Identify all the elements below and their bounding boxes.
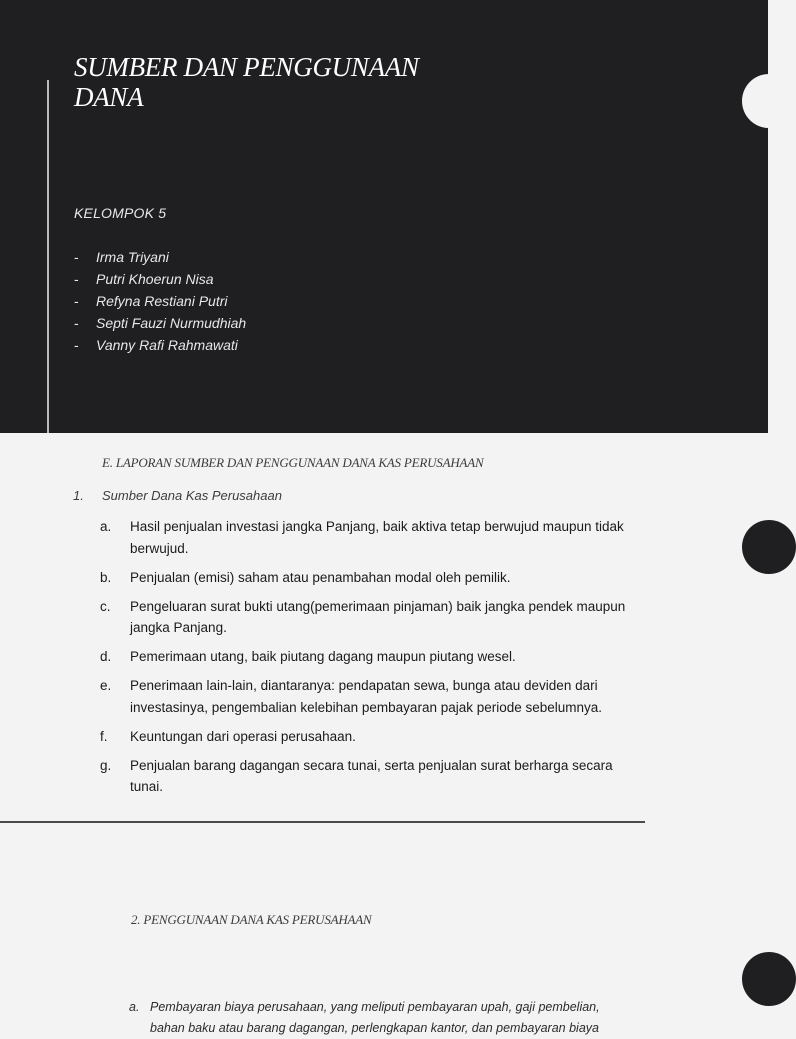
decorative-circle-icon (742, 74, 796, 128)
list-item (100, 675, 640, 718)
list-item (100, 596, 640, 639)
member-item (74, 290, 246, 312)
item-text: Penjualan barang dagangan secara tunai, serta penjualan surat berharga secara tunai. (130, 757, 613, 794)
subsection-number: 1. (73, 488, 84, 503)
content-slide-sources (0, 433, 768, 825)
item-text: Pengeluaran surat bukti utang(pemerimaan pinjaman) baik jangka pendek maupun jangka Panjang. (130, 598, 626, 635)
item-letter: b. (100, 569, 112, 585)
bullet-dash: - (74, 315, 79, 331)
bullet-dash: - (74, 293, 79, 309)
member-item (74, 246, 246, 268)
list-item (100, 646, 640, 668)
section-title: E. LAPORAN SUMBER DAN PENGGUNAAN DANA KAS PERUSAHAAN (102, 455, 484, 470)
item-text: Hasil penjualan investasi jangka Panjang, baik aktiva tetap berwujud maupun tidak berwujud. (130, 519, 624, 556)
member-name: Irma Triyani (96, 249, 169, 265)
member-item (74, 268, 246, 290)
slide-title: SUMBER DAN PENGGUNAAN DANA (74, 52, 419, 112)
item-letter: a. (129, 1000, 140, 1014)
source-list (100, 516, 640, 805)
list-item (100, 726, 640, 748)
item-text: Keuntungan dari operasi perusahaan. (130, 728, 356, 744)
list-item (100, 755, 640, 798)
slide-divider (0, 821, 645, 823)
decorative-circle-icon (742, 952, 796, 1006)
item-letter: d. (100, 649, 112, 664)
list-item (129, 997, 629, 1039)
member-name: Putri Khoerun Nisa (96, 271, 214, 287)
vertical-accent-line (47, 80, 49, 433)
section-title: 2. PENGGUNAAN DANA KAS PERUSAHAAN (131, 912, 372, 927)
item-letter: c. (100, 598, 111, 614)
subsection-title (73, 488, 282, 503)
member-name: Vanny Rafi Rahmawati (96, 337, 238, 353)
content-slide-uses (0, 825, 768, 1035)
bullet-dash: - (74, 337, 79, 353)
bullet-dash: - (74, 271, 79, 287)
item-letter: f. (100, 728, 108, 744)
member-item (74, 312, 246, 334)
item-text: Penerimaan lain-lain, diantaranya: pendapatan sewa, bunga atau deviden dari investasinya, pengembalian kelebihan pembayaran pajak periode sebelumnya. (130, 678, 603, 715)
decorative-circle-icon (742, 520, 796, 574)
item-text: Pemerimaan utang, baik piutang dagang maupun piutang wesel. (130, 649, 516, 664)
item-letter: g. (100, 757, 112, 773)
item-text: Penjualan (emisi) saham atau penambahan modal oleh pemilik. (130, 569, 511, 585)
bullet-dash: - (74, 249, 79, 265)
list-item (100, 567, 640, 589)
item-text: Pembayaran biaya perusahaan, yang meliputi pembayaran upah, gaji pembelian, bahan baku atau barang dagangan, perlengkapan kantor, dan pembayaran biaya (150, 1000, 600, 1035)
member-name: Refyna Restiani Putri (96, 293, 228, 309)
list-item (100, 516, 640, 559)
member-list (74, 246, 246, 356)
group-label: KELOMPOK 5 (74, 205, 167, 221)
title-slide (0, 0, 768, 433)
member-name: Septi Fauzi Nurmudhiah (96, 315, 247, 331)
subsection-label: Sumber Dana Kas Perusahaan (102, 488, 282, 503)
member-item (74, 334, 246, 356)
item-letter: a. (100, 519, 112, 534)
item-letter: e. (100, 678, 112, 693)
